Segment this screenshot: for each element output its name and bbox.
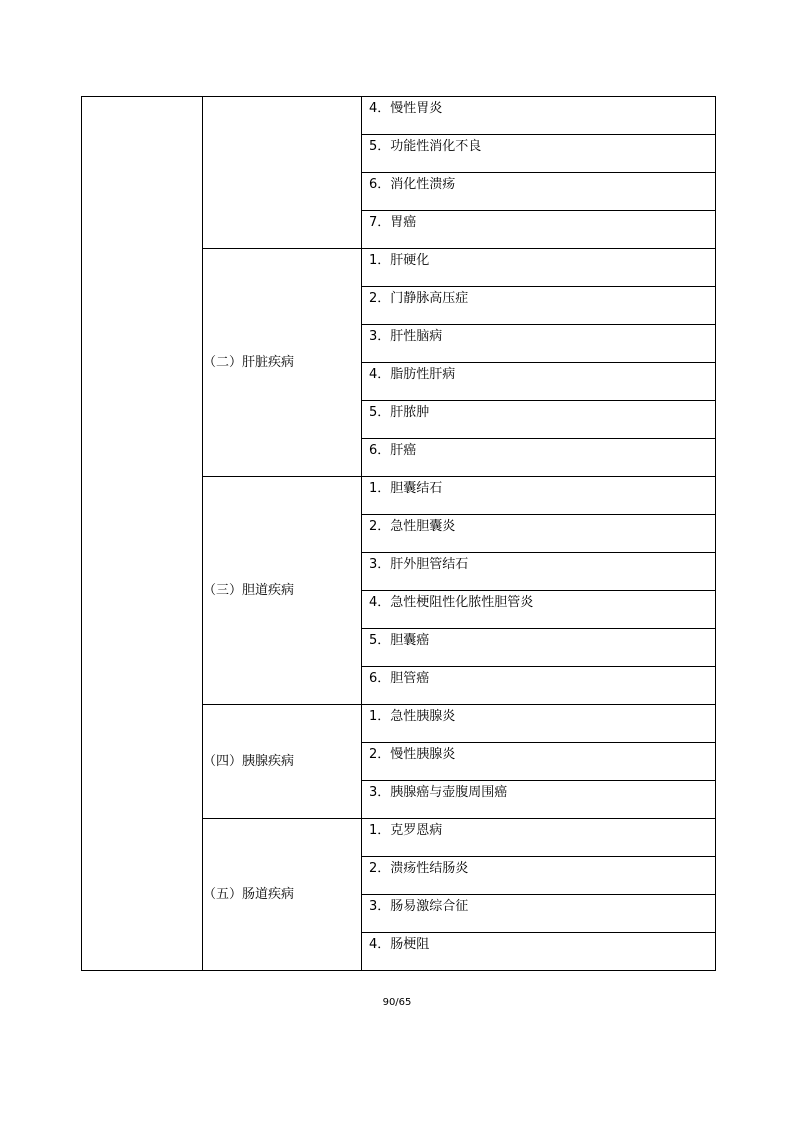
- topic-label: 3．肠易激综合征: [369, 899, 469, 914]
- table-row: [82, 97, 716, 135]
- topic-label: 4．脂肪性肝病: [369, 367, 456, 382]
- topic-label: 5．肝脓肿: [369, 405, 430, 420]
- topic-cell: [362, 477, 716, 515]
- topic-label: 1．肝硬化: [369, 253, 430, 268]
- topic-cell: [362, 401, 716, 439]
- topic-label: 4．肠梗阻: [369, 937, 430, 952]
- topic-cell: [362, 781, 716, 819]
- topic-cell: [362, 439, 716, 477]
- topic-label: 7．胃癌: [369, 215, 417, 230]
- topic-label: 4．急性梗阻性化脓性胆管炎: [369, 595, 534, 610]
- topic-cell: [362, 705, 716, 743]
- topic-cell: [362, 97, 716, 135]
- topic-label: 3．肝性脑病: [369, 329, 443, 344]
- topic-cell: [362, 667, 716, 705]
- topic-cell: [362, 629, 716, 667]
- topic-label: 6．胆管癌: [369, 671, 430, 686]
- category-cell: [203, 705, 362, 819]
- category-title: （二）肝脏疾病: [203, 354, 295, 370]
- topic-cell: [362, 743, 716, 781]
- topic-cell: [362, 819, 716, 857]
- topic-label: 2．门静脉高压症: [369, 291, 469, 306]
- topic-cell: [362, 135, 716, 173]
- category-cell: [203, 97, 362, 249]
- topic-cell: [362, 363, 716, 401]
- topic-label: 1．急性胰腺炎: [369, 709, 456, 724]
- topic-cell: [362, 249, 716, 287]
- topic-label: 3．肝外胆管结石: [369, 557, 469, 572]
- category-cell: [203, 249, 362, 477]
- topic-label: 3．胰腺癌与壶腹周围癌: [369, 785, 508, 800]
- page-number: 90/65: [382, 997, 412, 1008]
- category-title: （三）胆道疾病: [203, 582, 295, 598]
- category-cell: [203, 819, 362, 971]
- topic-cell: [362, 287, 716, 325]
- topic-label: 6．肝癌: [369, 443, 417, 458]
- topic-label: 2．慢性胰腺炎: [369, 747, 456, 762]
- topic-cell: [362, 211, 716, 249]
- syllabus-table-body: [82, 97, 716, 971]
- category-title: （四）胰腺疾病: [203, 753, 295, 769]
- category-title: （五）肠道疾病: [203, 886, 295, 902]
- topic-label: 4．慢性胃炎: [369, 101, 443, 116]
- topic-label: 5．胆囊癌: [369, 633, 430, 648]
- topic-cell: [362, 515, 716, 553]
- topic-cell: [362, 173, 716, 211]
- topic-label: 6．消化性溃疡: [369, 177, 456, 192]
- topic-cell: [362, 325, 716, 363]
- topic-cell: [362, 591, 716, 629]
- topic-cell: [362, 895, 716, 933]
- topic-cell: [362, 933, 716, 971]
- topic-label: 1．胆囊结石: [369, 481, 443, 496]
- topic-label: 2．急性胆囊炎: [369, 519, 456, 534]
- topic-cell: [362, 857, 716, 895]
- topic-cell: [362, 553, 716, 591]
- topic-label: 5．功能性消化不良: [369, 139, 482, 154]
- topic-label: 2．溃疡性结肠炎: [369, 861, 469, 876]
- category-cell: [203, 477, 362, 705]
- syllabus-table: [81, 96, 716, 971]
- topic-label: 1．克罗恩病: [369, 823, 443, 838]
- section-cell: [82, 97, 203, 971]
